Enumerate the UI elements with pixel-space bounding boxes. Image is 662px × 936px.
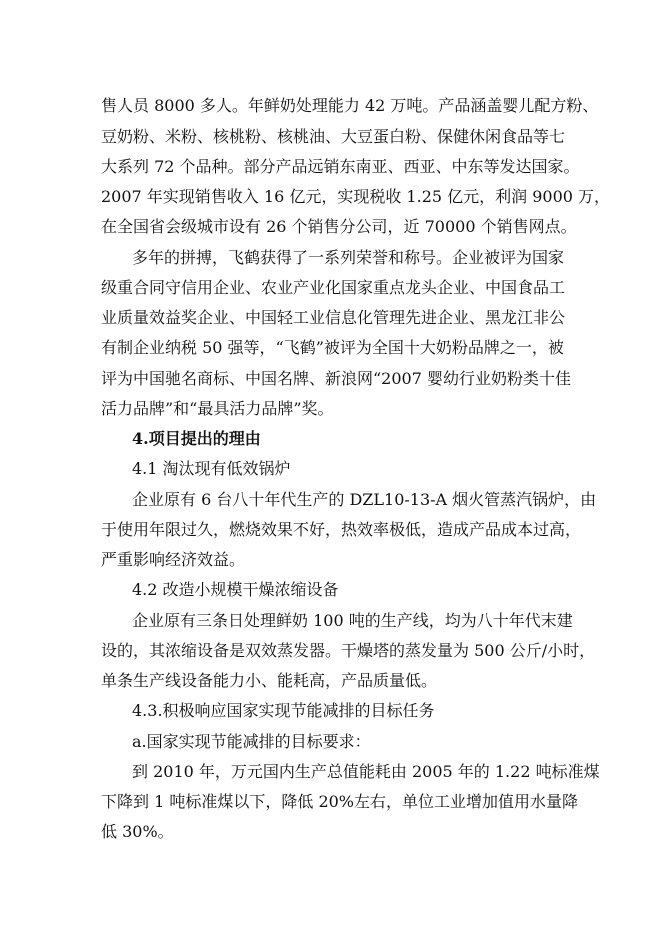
text-line: 2007 年实现销售收入 16 亿元，实现税收 1.25 亿元，利润 9000 万， xyxy=(101,187,611,206)
text-line: 活力品牌”和“最具活力品牌”奖。 xyxy=(101,399,334,418)
text-line: 下降到 1 吨标准煤以下，降低 20%左右，单位工业增加值用水量降 xyxy=(101,792,579,811)
text-line: 有制企业纳税 50 强等，“飞鹤”被评为全国十大奶粉品牌之一，被 xyxy=(101,338,564,357)
text-line: 级重合同守信用企业、农业产业化国家重点龙头企业、中国食品工 xyxy=(101,278,566,297)
subsection-heading: 4.1 淘汰现有低效锅炉 xyxy=(132,459,291,478)
section-heading: 4.项目提出的理由 xyxy=(132,429,261,448)
text-line: 于使用年限过久，燃烧效果不好，热效率极低，造成产品成本过高， xyxy=(101,520,582,539)
text-line: 在全国省会级城市设有 26 个销售分公司，近 70000 个销售网点。 xyxy=(101,217,577,236)
text-line: 设的，其浓缩设备是双效蒸发器。干燥塔的蒸发量为 500 公斤/小时， xyxy=(101,641,596,660)
text-line: 严重影响经济效益。 xyxy=(101,550,246,569)
text-line: 评为中国驰名商标、中国名牌、新浪网“2007 婴幼行业奶粉类十佳 xyxy=(101,369,571,388)
text-line: 业质量效益奖企业、中国轻工业信息化管理先进企业、黑龙江非公 xyxy=(101,308,566,327)
subsection-heading: 4.3.积极响应国家实现节能减排的目标任务 xyxy=(132,701,435,720)
text-line: 大系列 72 个品种。部分产品远销东南亚、西亚、中东等发达国家。 xyxy=(101,157,580,176)
text-line: 售人员 8000 多人。年鲜奶处理能力 42 万吨。产品涵盖婴儿配方粉、 xyxy=(101,96,599,115)
paragraph-first-line: 多年的拼搏，飞鹤获得了一系列荣誉和称号。企业被评为国家 xyxy=(132,248,565,267)
text-line: 豆奶粉、米粉、核桃粉、核桃油、大豆蛋白粉、保健休闲食品等七 xyxy=(101,127,566,146)
list-item-label: a.国家实现节能减排的目标要求： xyxy=(132,732,371,751)
paragraph-first-line: 到 2010 年，万元国内生产总值能耗由 2005 年的 1.22 吨标准煤 xyxy=(132,762,600,781)
paragraph-first-line: 企业原有 6 台八十年代生产的 DZL10-13-A 烟火管蒸汽锅炉，由 xyxy=(132,490,597,509)
text-line: 单条生产线设备能力小、能耗高，产品质量低。 xyxy=(101,671,438,690)
text-line: 低 30%。 xyxy=(101,822,174,841)
paragraph-first-line: 企业原有三条日处理鲜奶 100 吨的生产线，均为八十年代末建 xyxy=(132,611,573,630)
subsection-heading: 4.2 改造小规模干燥浓缩设备 xyxy=(132,580,339,599)
